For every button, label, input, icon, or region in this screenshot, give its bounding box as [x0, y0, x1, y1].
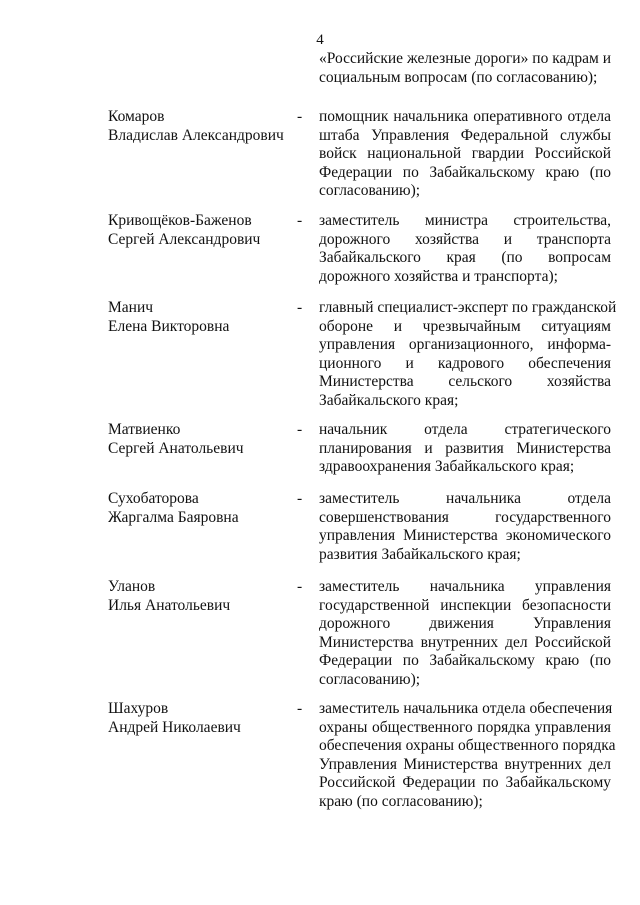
role-line: согласованию); — [319, 670, 421, 688]
role-line: войск национальной гвардии Российской — [319, 145, 611, 162]
member-role — [319, 578, 611, 689]
dash-separator: - — [297, 490, 303, 507]
dash-separator: - — [297, 212, 303, 229]
role-line: помощник начальника оперативного отдела — [319, 108, 611, 125]
role-line: Министерства внутренних дел Российской — [319, 633, 611, 651]
name-line: Кривощёков-Баженов — [108, 212, 252, 229]
name-line: Сергей Александрович — [108, 230, 261, 248]
member-name — [108, 108, 298, 145]
member-name — [108, 299, 298, 336]
name-line: Елена Викторовна — [108, 317, 230, 335]
role-line: Забайкальского края; — [319, 391, 459, 409]
role-line: Управления Министерства внутренних дел — [319, 755, 611, 773]
role-line: государственной инспекции безопасности — [319, 596, 611, 614]
dash-separator: - — [297, 299, 303, 316]
role-line: социальным вопросам (по согласованию); — [319, 68, 598, 86]
role-line: заместитель начальника отдела обеспечения — [319, 700, 613, 717]
role-line: управления организационного, информа- — [319, 336, 611, 353]
dash-separator: - — [297, 578, 303, 595]
role-line: охраны общественного порядка управления — [319, 718, 611, 736]
role-line: развития Забайкальского края; — [319, 545, 521, 563]
role-line: заместитель министра строительства, — [319, 212, 611, 229]
dash-separator: - — [297, 700, 303, 717]
role-line: «Российские железные дороги» по кадрам и — [319, 50, 611, 67]
role-line: дорожного движения Управления — [319, 615, 611, 632]
role-line: управления Министерства экономического — [319, 527, 611, 544]
name-line: Жаргалма Баяровна — [108, 508, 239, 526]
member-role — [319, 299, 617, 410]
role-line: согласованию); — [319, 182, 421, 199]
name-line: Илья Анатольевич — [108, 596, 231, 614]
member-role — [319, 212, 611, 286]
role-line: обеспечения охраны общественного порядка — [319, 737, 616, 754]
role-line: Российской Федерации по Забайкальскому — [319, 774, 611, 791]
name-line: Сухобаторова — [108, 490, 199, 507]
role-line: планирования и развития Министерства — [319, 439, 611, 457]
member-role — [319, 421, 611, 477]
member-name — [108, 700, 298, 737]
role-line: Федерации по Забайкальскому краю (по — [319, 163, 611, 181]
role-line: начальник отдела стратегического — [319, 421, 611, 438]
member-name — [108, 421, 298, 458]
role-line: Федерации по Забайкальскому краю (по — [319, 652, 611, 669]
role-line: обороне и чрезвычайным ситуациям — [319, 317, 611, 335]
role-line: совершенствования государственного — [319, 508, 611, 526]
member-role — [319, 700, 616, 811]
member-name — [108, 578, 298, 615]
name-line: Андрей Николаевич — [108, 718, 241, 736]
member-name — [108, 212, 298, 249]
role-line: главный специалист-эксперт по гражданской — [319, 299, 617, 316]
page-number: 4 — [316, 32, 324, 48]
role-line: здравоохранения Забайкальского края; — [319, 458, 575, 475]
role-line: дорожного хозяйства и транспорта); — [319, 267, 558, 285]
role-line: ционного и кадрового обеспечения — [319, 354, 611, 372]
dash-separator: - — [297, 421, 303, 438]
name-line: Уланов — [108, 578, 156, 595]
role-line: заместитель начальника отдела — [319, 490, 611, 507]
name-line: Манич — [108, 299, 154, 316]
role-line: штаба Управления Федеральной службы — [319, 126, 611, 144]
member-role — [319, 108, 611, 201]
role-line: Министерства сельского хозяйства — [319, 373, 611, 390]
role-line: дорожного хозяйства и транспорта — [319, 230, 611, 248]
name-line: Владислав Александрович — [108, 126, 284, 144]
role-line: краю (по согласованию); — [319, 792, 483, 810]
member-name — [108, 490, 298, 527]
member-role — [319, 490, 611, 564]
name-line: Шахуров — [108, 700, 169, 717]
role-line: Забайкальского края (по вопросам — [319, 249, 611, 266]
continuation-role — [319, 50, 611, 87]
role-line: заместитель начальника управления — [319, 578, 611, 595]
name-line: Сергей Анатольевич — [108, 439, 244, 457]
name-line: Матвиенко — [108, 421, 181, 438]
dash-separator: - — [297, 108, 303, 125]
name-line: Комаров — [108, 108, 165, 125]
